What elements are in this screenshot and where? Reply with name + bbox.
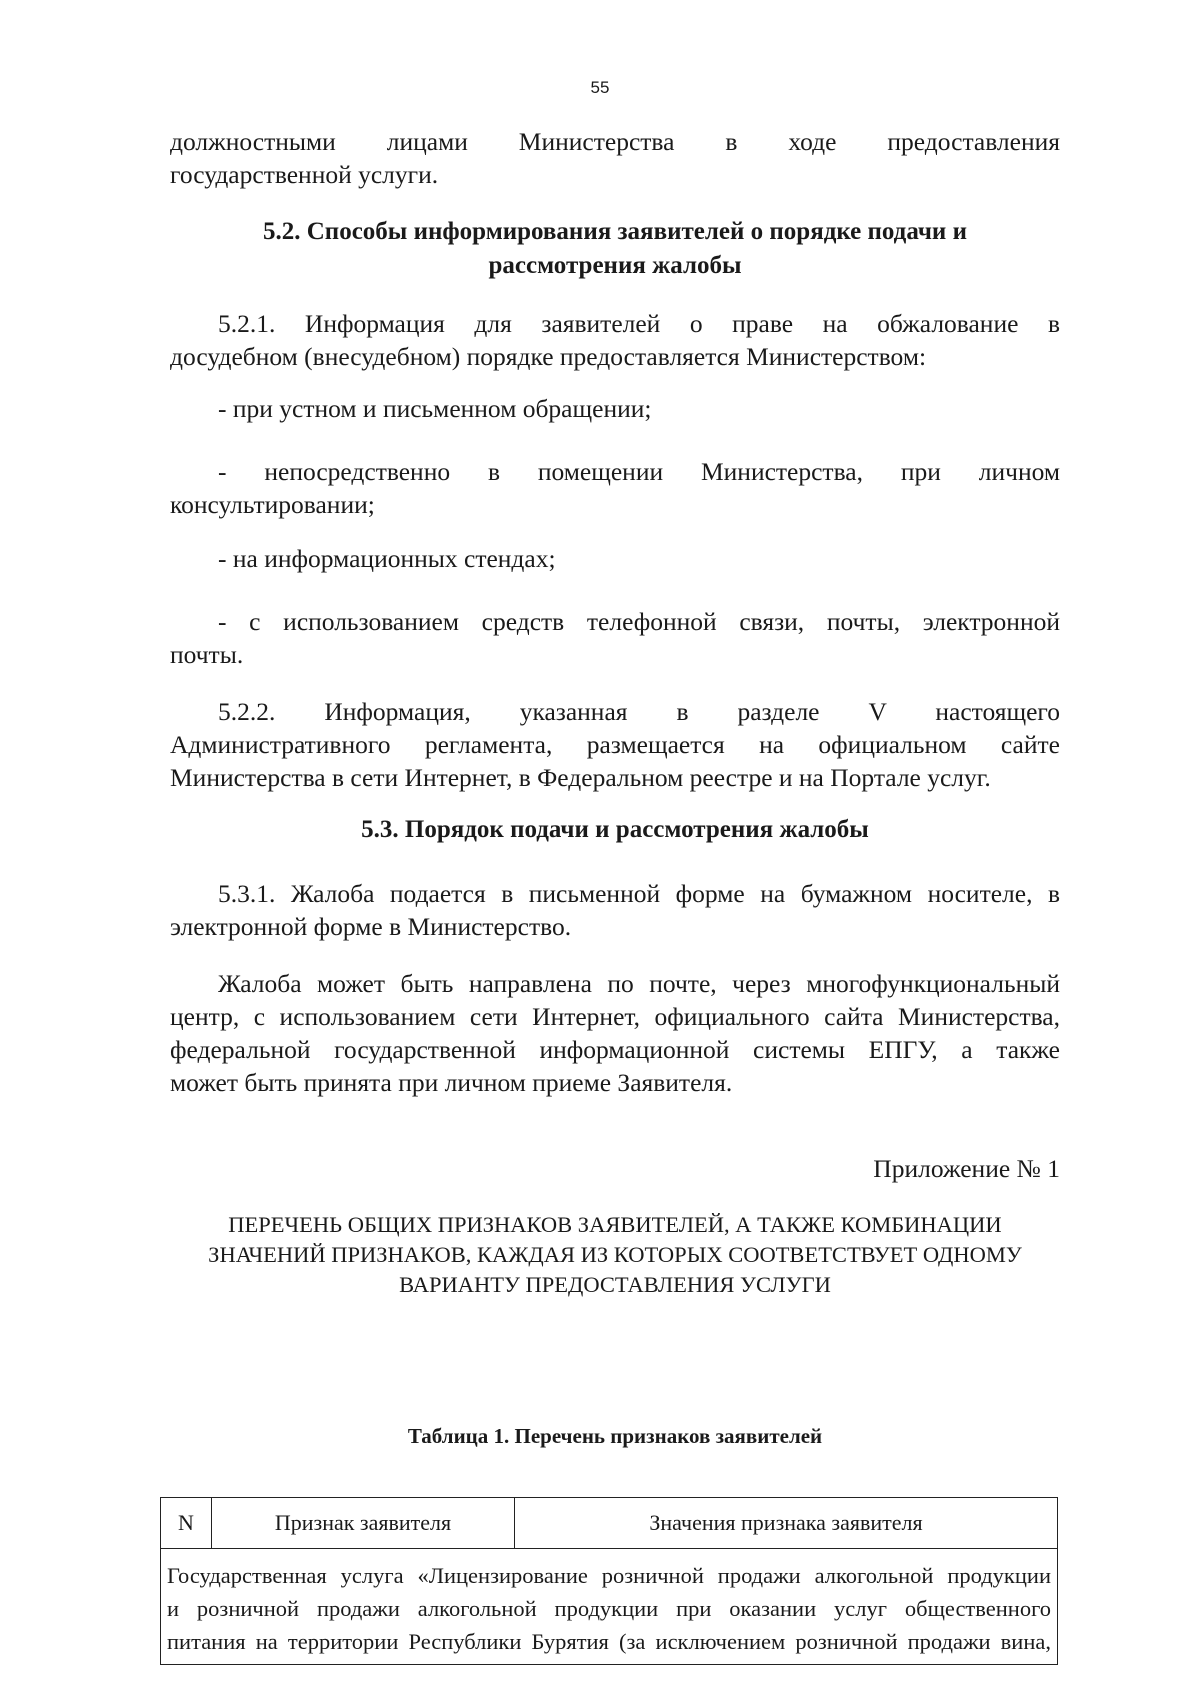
text-line: питания на территории Республики Бурятия (за исключением розничной продажи вина,: [167, 1629, 1051, 1654]
text-line: досудебном (внесудебном) порядке предоставляется Министерством:: [170, 342, 927, 371]
text-line: почты.: [170, 640, 244, 669]
column-header-n: N: [161, 1498, 212, 1549]
text-line: Государственная услуга «Лицензирование розничной продажи алкогольной продукции: [167, 1563, 1051, 1588]
appendix-title: [170, 1210, 1060, 1300]
text-line: центр, с использованием сети Интернет, официального сайта Министерства,: [170, 1002, 1060, 1031]
applicant-attributes-table: [160, 1497, 1058, 1665]
bullet-in-office: [170, 455, 1060, 521]
table-header-row: [161, 1498, 1058, 1549]
bullet-phone-mail: [170, 605, 1060, 671]
intro-paragraph: [170, 125, 1060, 191]
text-line: 5.2.1. Информация для заявителей о праве на обжалование в: [218, 309, 1060, 338]
table-row: [161, 1549, 1058, 1665]
column-header-attribute: Признак заявителя: [212, 1498, 515, 1549]
paragraph-5-2-1: [170, 307, 1060, 373]
paragraph-5-3-1: [170, 877, 1060, 943]
text-line: должностными лицами Министерства в ходе предоставления: [170, 127, 1060, 156]
bullet-oral: - при устном и письменном обращении;: [218, 394, 652, 423]
text-line: может быть принята при личном приеме Заявителя.: [170, 1068, 733, 1097]
text-line: федеральной государственной информационной системы ЕПГУ, а также: [170, 1035, 1060, 1064]
text-line: Жалоба может быть направлена по почте, через многофункциональный: [218, 969, 1060, 998]
section-5-2-heading: [170, 215, 1060, 283]
heading-line: рассмотрения жалобы: [488, 252, 742, 279]
title-line: ЗНАЧЕНИЙ ПРИЗНАКОВ, КАЖДАЯ ИЗ КОТОРЫХ СООТВЕТСТВУЕТ ОДНОМУ: [208, 1242, 1022, 1267]
text-line: консультировании;: [170, 490, 375, 519]
service-description-cell: [161, 1549, 1058, 1665]
column-header-values: Значения признака заявителя: [515, 1498, 1058, 1549]
title-line: ВАРИАНТУ ПРЕДОСТАВЛЕНИЯ УСЛУГИ: [399, 1272, 831, 1297]
text-line: - непосредственно в помещении Министерства, при личном: [218, 457, 1060, 486]
bullet-stands: - на информационных стендах;: [218, 544, 556, 573]
text-line: Административного регламента, размещается на официальном сайте: [170, 730, 1060, 759]
text-line: электронной форме в Министерство.: [170, 912, 572, 941]
appendix-label: Приложение № 1: [873, 1154, 1060, 1183]
section-5-3-heading: 5.3. Порядок подачи и рассмотрения жалобы: [361, 816, 869, 843]
heading-line: 5.2. Способы информирования заявителей о порядке подачи и: [263, 218, 967, 245]
text-line: государственной услуги.: [170, 160, 439, 189]
text-line: 5.2.2. Информация, указанная в разделе V настоящего: [218, 697, 1060, 726]
paragraph-complaint-channels: [170, 967, 1060, 1099]
page-number: 55: [590, 78, 610, 97]
paragraph-5-2-2: [170, 695, 1060, 794]
text-line: - с использованием средств телефонной связи, почты, электронной: [218, 607, 1060, 636]
text-line: 5.3.1. Жалоба подается в письменной форме на бумажном носителе, в: [218, 879, 1060, 908]
table-caption: Таблица 1. Перечень признаков заявителей: [407, 1424, 823, 1448]
text-line: и розничной продажи алкогольной продукции при оказании услуг общественного: [167, 1596, 1051, 1621]
text-line: Министерства в сети Интернет, в Федеральном реестре и на Портале услуг.: [170, 763, 991, 792]
title-line: ПЕРЕЧЕНЬ ОБЩИХ ПРИЗНАКОВ ЗАЯВИТЕЛЕЙ, А ТАКЖЕ КОМБИНАЦИИ: [228, 1212, 1002, 1237]
